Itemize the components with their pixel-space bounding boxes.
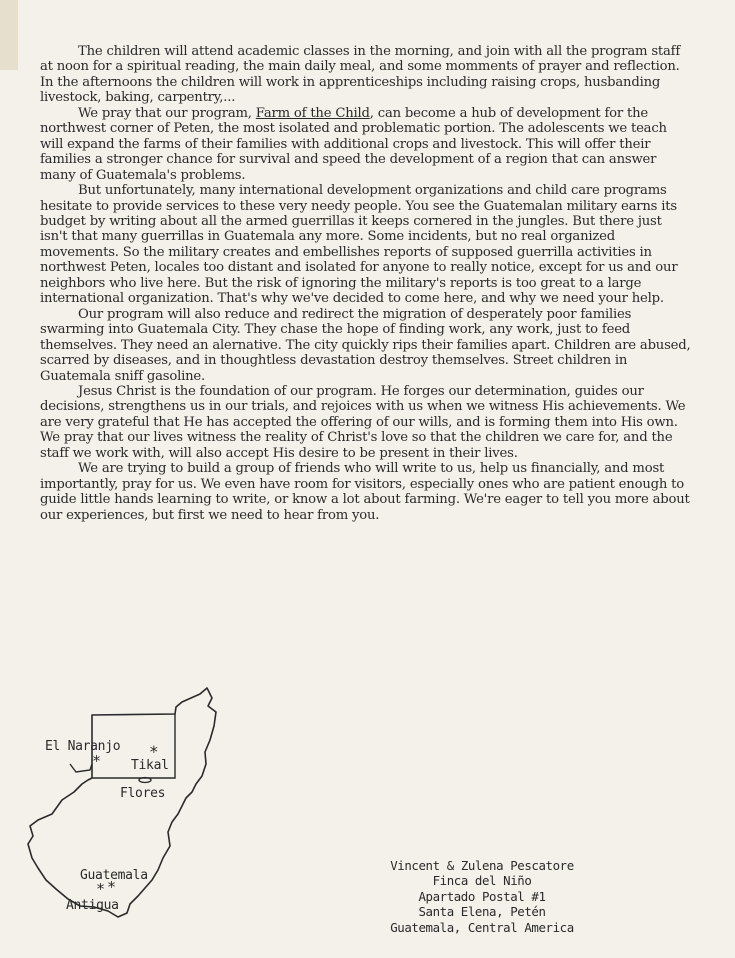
paragraph-6: We are trying to build a group of friends who will write to us, help us financially, and most importantly, pray for us. We even have room for visitors, especially ones who are patient enough to guide little hands learning to write, or know a lot about farming. We're eager to tell you more about our experiences, but first we need to hear from you. [40, 461, 690, 523]
guatemala-outline-icon [0, 680, 240, 950]
tikal-star-icon: * [149, 742, 159, 761]
paper-stain [0, 0, 18, 70]
antigua-label: Antigua [66, 898, 119, 913]
guatemala-map [0, 680, 240, 950]
paragraph-2 [40, 106, 692, 183]
program-name: Farm of the Child [255, 105, 370, 121]
antigua-star-icon: * [107, 878, 116, 896]
address-line-finca: Finca del Niño [432, 873, 532, 889]
el-naranjo-star-icon: * [92, 752, 101, 770]
el-naranjo-label: El Naranjo [45, 739, 121, 754]
paragraph-1: The children will attend academic classes in the morning, and join with all the program staff at noon for a spiritual reading, the main daily meal, and some momments of prayer and reflection. In the afternoons the children will work in apprenticeships including raising crops, husbanding livestock, baking, carpentry,... [40, 44, 681, 106]
paragraph-4: Our program will also reduce and redirect the migration of desperately poor families swarming into Guatemala City. They chase the hope of finding work, any work, just to feed themselves. They need an alernative. The city quickly rips their families apart. Children are abused, scarred by diseases, and in thoughtless devastation destroy themselves. Street children in Guatemala sniff gasoline. [40, 306, 691, 384]
return-address [372, 858, 592, 935]
paragraph-5: Jesus Christ is the foundation of our program. He forges our determination, guides our decisions, strengthens us in our trials, and rejoices with us when we witness His achievements. We are very grateful that He has accepted the offering of our wills, and is forming them into His own. We pray that our lives witness the reality of Christ's love so that the children we care for, and the staff we work with, will also accept His desire to be present in their lives. [40, 383, 686, 461]
flores-label: Flores [120, 786, 166, 801]
paragraph-2-intro: We pray that our program, [78, 105, 256, 121]
tikal-label: Tikal [131, 758, 169, 773]
paragraph-3: But unfortunately, many international development organizations and child care programs hesitate to provide services to these very needy people. You see the Guatemalan military earns its budget by writing about all the armed guerrillas it keeps cornered in the jungles. But there just isn't that many guerrillas in Guatemala any more. Some incidents, but no real organized movements. So the military creates and embellishes reports of supposed guerrilla activities in northwest Peten, locales too distant and isolated for anyone to really notice, except for us and our neighbors who live here. But the risk of ignoring the military's reports is too great to a large international organization. That's why we've decided to come here, and why we need your help. [40, 183, 678, 307]
address-line-city: Santa Elena, Petén [418, 904, 546, 920]
address-line-country: Guatemala, Central America [390, 919, 574, 935]
letter-body [40, 44, 692, 523]
address-line-names: Vincent & Zulena Pescatore [390, 858, 574, 873]
guatemala-city-label: Guatemala [80, 868, 148, 883]
address-line-postal: Apartado Postal #1 [418, 888, 546, 904]
paragraph-2-rest: , can become a hub of development for the northwest corner of Peten, the most isolated and problematic portion. The adolescents we teach will expand the farms of their families with additional crops and livestock. This will offer their families a stronger chance for survival and speed the development of a region that can answer many of Guatemala's problems. [40, 105, 667, 183]
guatemala-city-star-icon: * [96, 880, 105, 898]
